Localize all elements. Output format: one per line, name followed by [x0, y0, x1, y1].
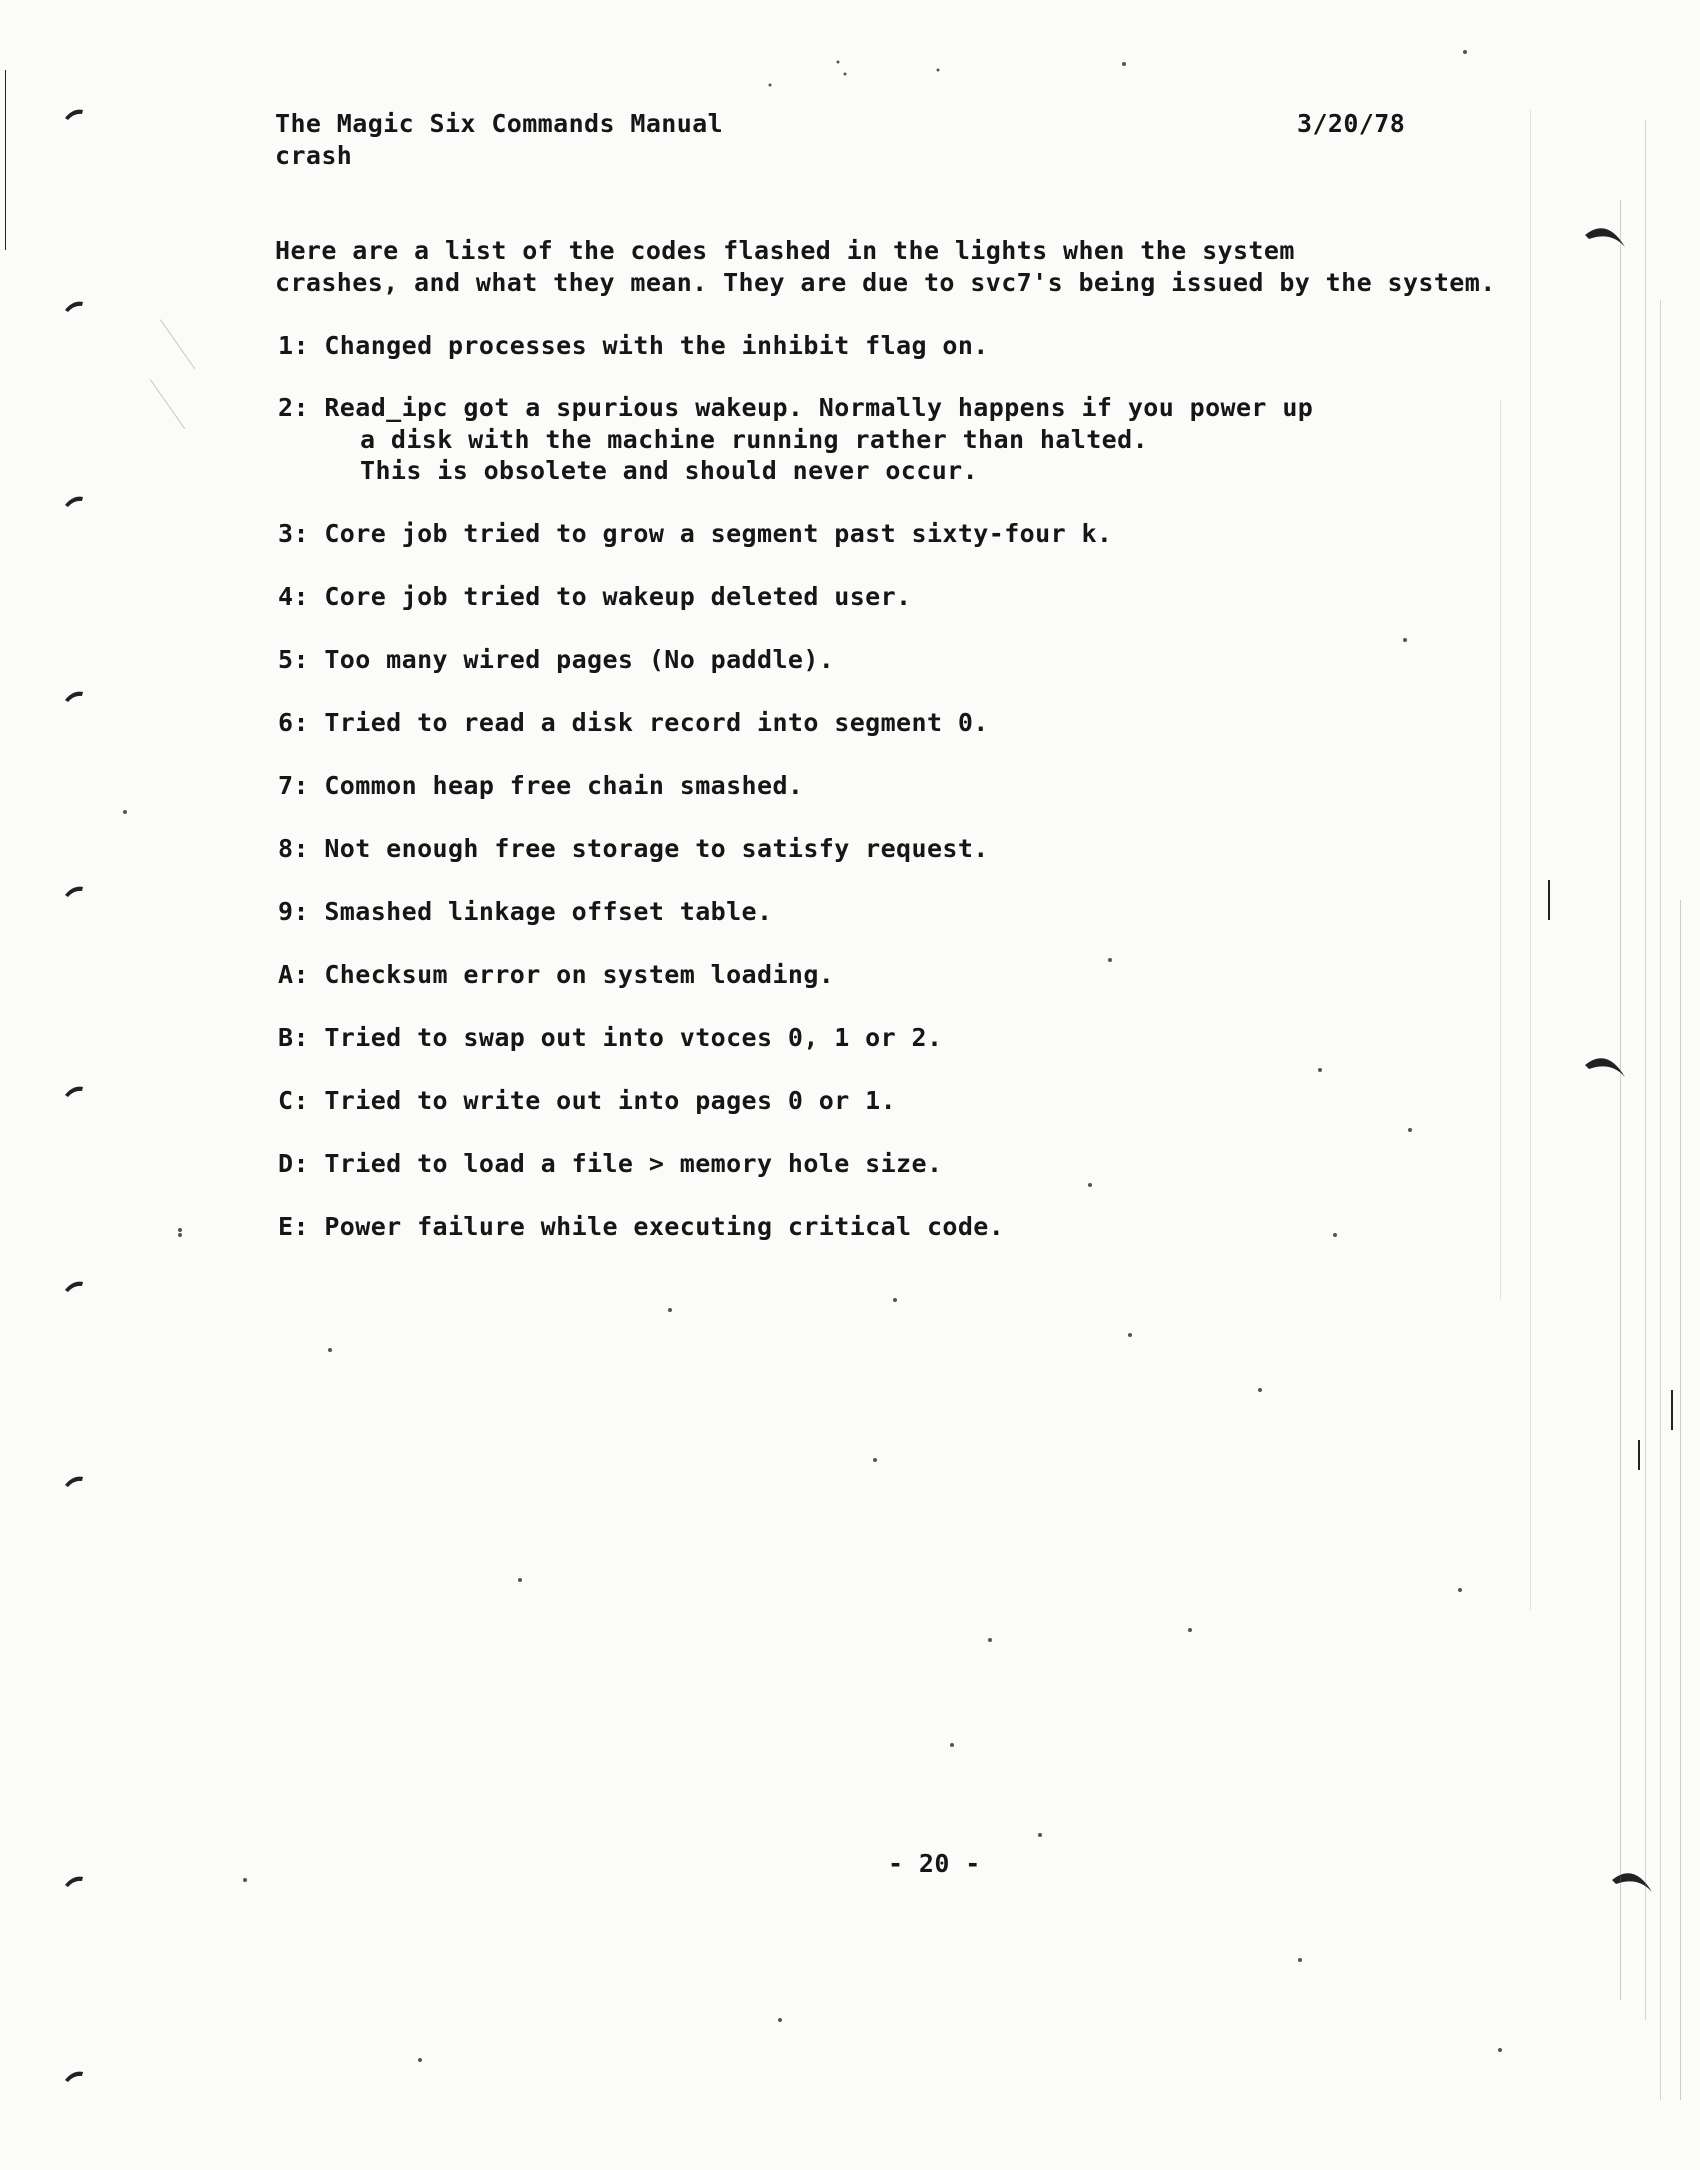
code-description: Power failure while executing critical code. — [324, 1212, 1005, 1241]
code-label: 9: — [278, 897, 309, 926]
list-item — [278, 518, 1112, 549]
list-item — [278, 1085, 896, 1116]
list-item — [278, 1211, 1004, 1242]
code-label: E: — [278, 1212, 309, 1241]
code-label: A: — [278, 960, 309, 989]
list-item — [278, 392, 1313, 423]
code-label: 1: — [278, 331, 309, 360]
list-item — [278, 707, 989, 738]
code-description: Checksum error on system loading. — [324, 960, 835, 989]
list-item — [278, 1022, 942, 1053]
manual-date: 3/20/78 — [1297, 109, 1406, 138]
page-number: - 20 - — [888, 1849, 981, 1878]
code-label: 2: — [278, 393, 309, 422]
list-item — [278, 770, 803, 801]
code-description: Core job tried to wakeup deleted user. — [324, 582, 912, 611]
code-description: Changed processes with the inhibit flag on. — [324, 331, 989, 360]
code-description-continued: This is obsolete and should never occur. — [360, 456, 979, 485]
code-label: B: — [278, 1023, 309, 1052]
code-label: 7: — [278, 771, 309, 800]
code-description: Tried to swap out into vtoces 0, 1 or 2. — [324, 1023, 943, 1052]
list-item — [278, 959, 834, 990]
code-description: Common heap free chain smashed. — [324, 771, 804, 800]
code-label: C: — [278, 1086, 309, 1115]
intro-line-1: Here are a list of the codes flashed in the lights when the system — [275, 236, 1295, 265]
code-label: 3: — [278, 519, 309, 548]
intro-line-2: crashes, and what they mean. They are due to svc7's being issued by the system. — [275, 268, 1496, 297]
list-item — [278, 833, 989, 864]
code-label: 5: — [278, 645, 309, 674]
list-item — [278, 330, 989, 361]
code-description: Tried to write out into pages 0 or 1. — [324, 1086, 897, 1115]
list-item — [278, 644, 834, 675]
code-description: Read_ipc got a spurious wakeup. Normally happens if you power up — [324, 393, 1314, 422]
section-name: crash — [275, 141, 353, 170]
code-description-continued: a disk with the machine running rather than halted. — [360, 425, 1149, 454]
list-item — [278, 581, 912, 612]
manual-title: The Magic Six Commands Manual — [275, 109, 724, 138]
code-label: 4: — [278, 582, 309, 611]
code-description: Too many wired pages (No paddle). — [324, 645, 835, 674]
code-description: Tried to read a disk record into segment 0. — [324, 708, 989, 737]
list-item — [278, 1148, 942, 1179]
code-description: Tried to load a file > memory hole size. — [324, 1149, 943, 1178]
code-label: 8: — [278, 834, 309, 863]
code-description: Smashed linkage offset table. — [324, 897, 773, 926]
code-description: Not enough free storage to satisfy request. — [324, 834, 989, 863]
code-description: Core job tried to grow a segment past sixty-four k. — [324, 519, 1113, 548]
code-label: 6: — [278, 708, 309, 737]
code-label: D: — [278, 1149, 309, 1178]
list-item — [278, 896, 772, 927]
